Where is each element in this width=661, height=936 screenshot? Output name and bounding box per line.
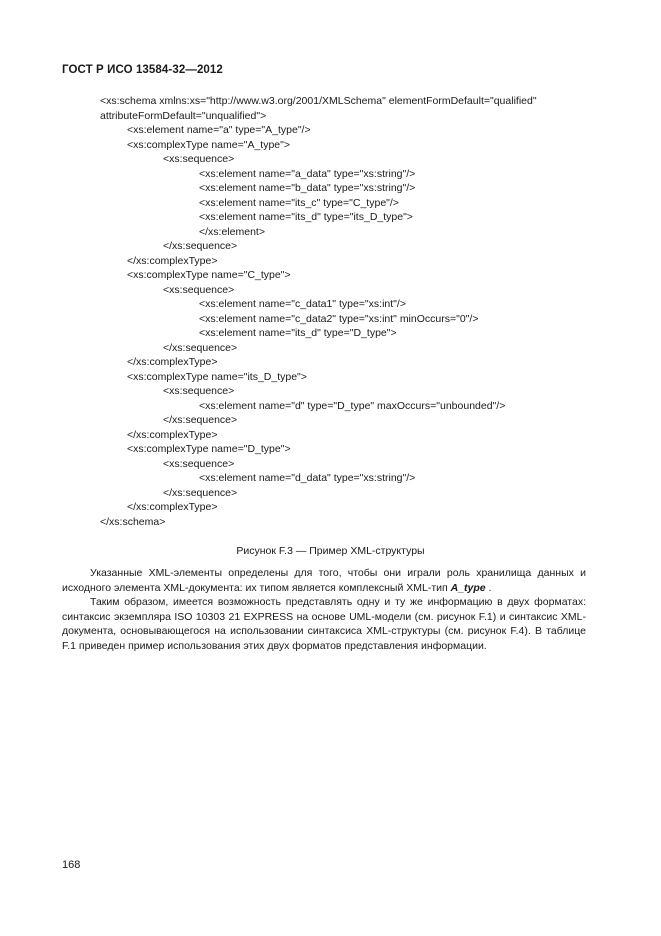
code-line: <xs:complexType name="D_type">	[127, 443, 291, 455]
code-line: <xs:element name="its_c" type="C_type"/>	[199, 196, 399, 209]
paragraph-1	[62, 566, 586, 595]
code-line: <xs:schema xmlns:xs="http://www.w3.org/2001/XMLSchema" elementFormDefault="qualified"	[100, 95, 537, 107]
code-line: <xs:sequence>	[163, 457, 235, 470]
code-line: </xs:sequence>	[163, 341, 238, 354]
code-line: </xs:element>	[199, 225, 265, 238]
code-line: </xs:complexType>	[127, 428, 218, 441]
code-line: <xs:sequence>	[163, 385, 235, 397]
code-line: <xs:element name="its_d" type="its_D_type">	[199, 211, 413, 223]
code-line: <xs:element name="c_data2" type="xs:int" minOccurs="0"/>	[199, 312, 479, 325]
code-line: <xs:element name="d_data" type="xs:string"/>	[199, 472, 416, 484]
code-line: </xs:complexType>	[127, 356, 218, 368]
figure-caption: Рисунок F.3 — Пример XML-структуры	[236, 545, 425, 557]
code-line: </xs:complexType>	[127, 501, 218, 513]
code-line: </xs:sequence>	[163, 486, 238, 499]
paragraph-2	[62, 595, 586, 653]
code-line: </xs:schema>	[100, 515, 166, 528]
code-line: <xs:element name="c_data1" type="xs:int"/>	[199, 298, 406, 310]
code-line: <xs:element name="a_data" type="xs:string"/>	[199, 167, 416, 180]
paragraph-2-text: Таким образом, имеется возможность представлять одну и ту же информацию в двух форматах: синтаксис экземпляра ISO 10303 21 EXPRESS на основе UML-модели (см. рисунок F.1) и синтаксис XML-документа, основывающегося на использовании синтаксиса XML-структуры (см. рисунок F.4). В таблице F.1 приведен пример использования этих двух форматов представления информации.	[62, 596, 586, 652]
code-line: </xs:complexType>	[127, 254, 218, 267]
code-line: <xs:complexType name="its_D_type">	[127, 370, 307, 383]
code-line: <xs:sequence>	[163, 283, 235, 296]
code-line: <xs:element name="d" type="D_type" maxOccurs="unbounded"/>	[199, 399, 506, 412]
code-line: <xs:complexType name="A_type">	[127, 138, 291, 151]
code-line: <xs:sequence>	[163, 153, 235, 165]
code-line: <xs:element name="b_data" type="xs:string"/>	[199, 182, 416, 194]
code-line: <xs:complexType name="C_type">	[127, 269, 291, 281]
paragraph-1-emphasis: A_type	[450, 581, 486, 594]
paragraph-1-tail: .	[485, 581, 492, 594]
code-line: <xs:element name="its_d" type="D_type">	[199, 327, 397, 339]
code-line: <xs:element name="a" type="A_type"/>	[127, 124, 311, 136]
code-line: </xs:sequence>	[163, 414, 238, 426]
page-number: 168	[62, 859, 81, 871]
code-line: attributeFormDefault="unqualified">	[100, 109, 267, 122]
document-header: ГОСТ Р ИСО 13584-32—2012	[62, 64, 223, 76]
paragraph-1-text: Указанные XML-элементы определены для того, чтобы они играли роль хранилища данных и исходного элемента XML-документа: их типом является комплексный XML-тип	[62, 567, 586, 594]
code-line: </xs:sequence>	[163, 240, 238, 252]
